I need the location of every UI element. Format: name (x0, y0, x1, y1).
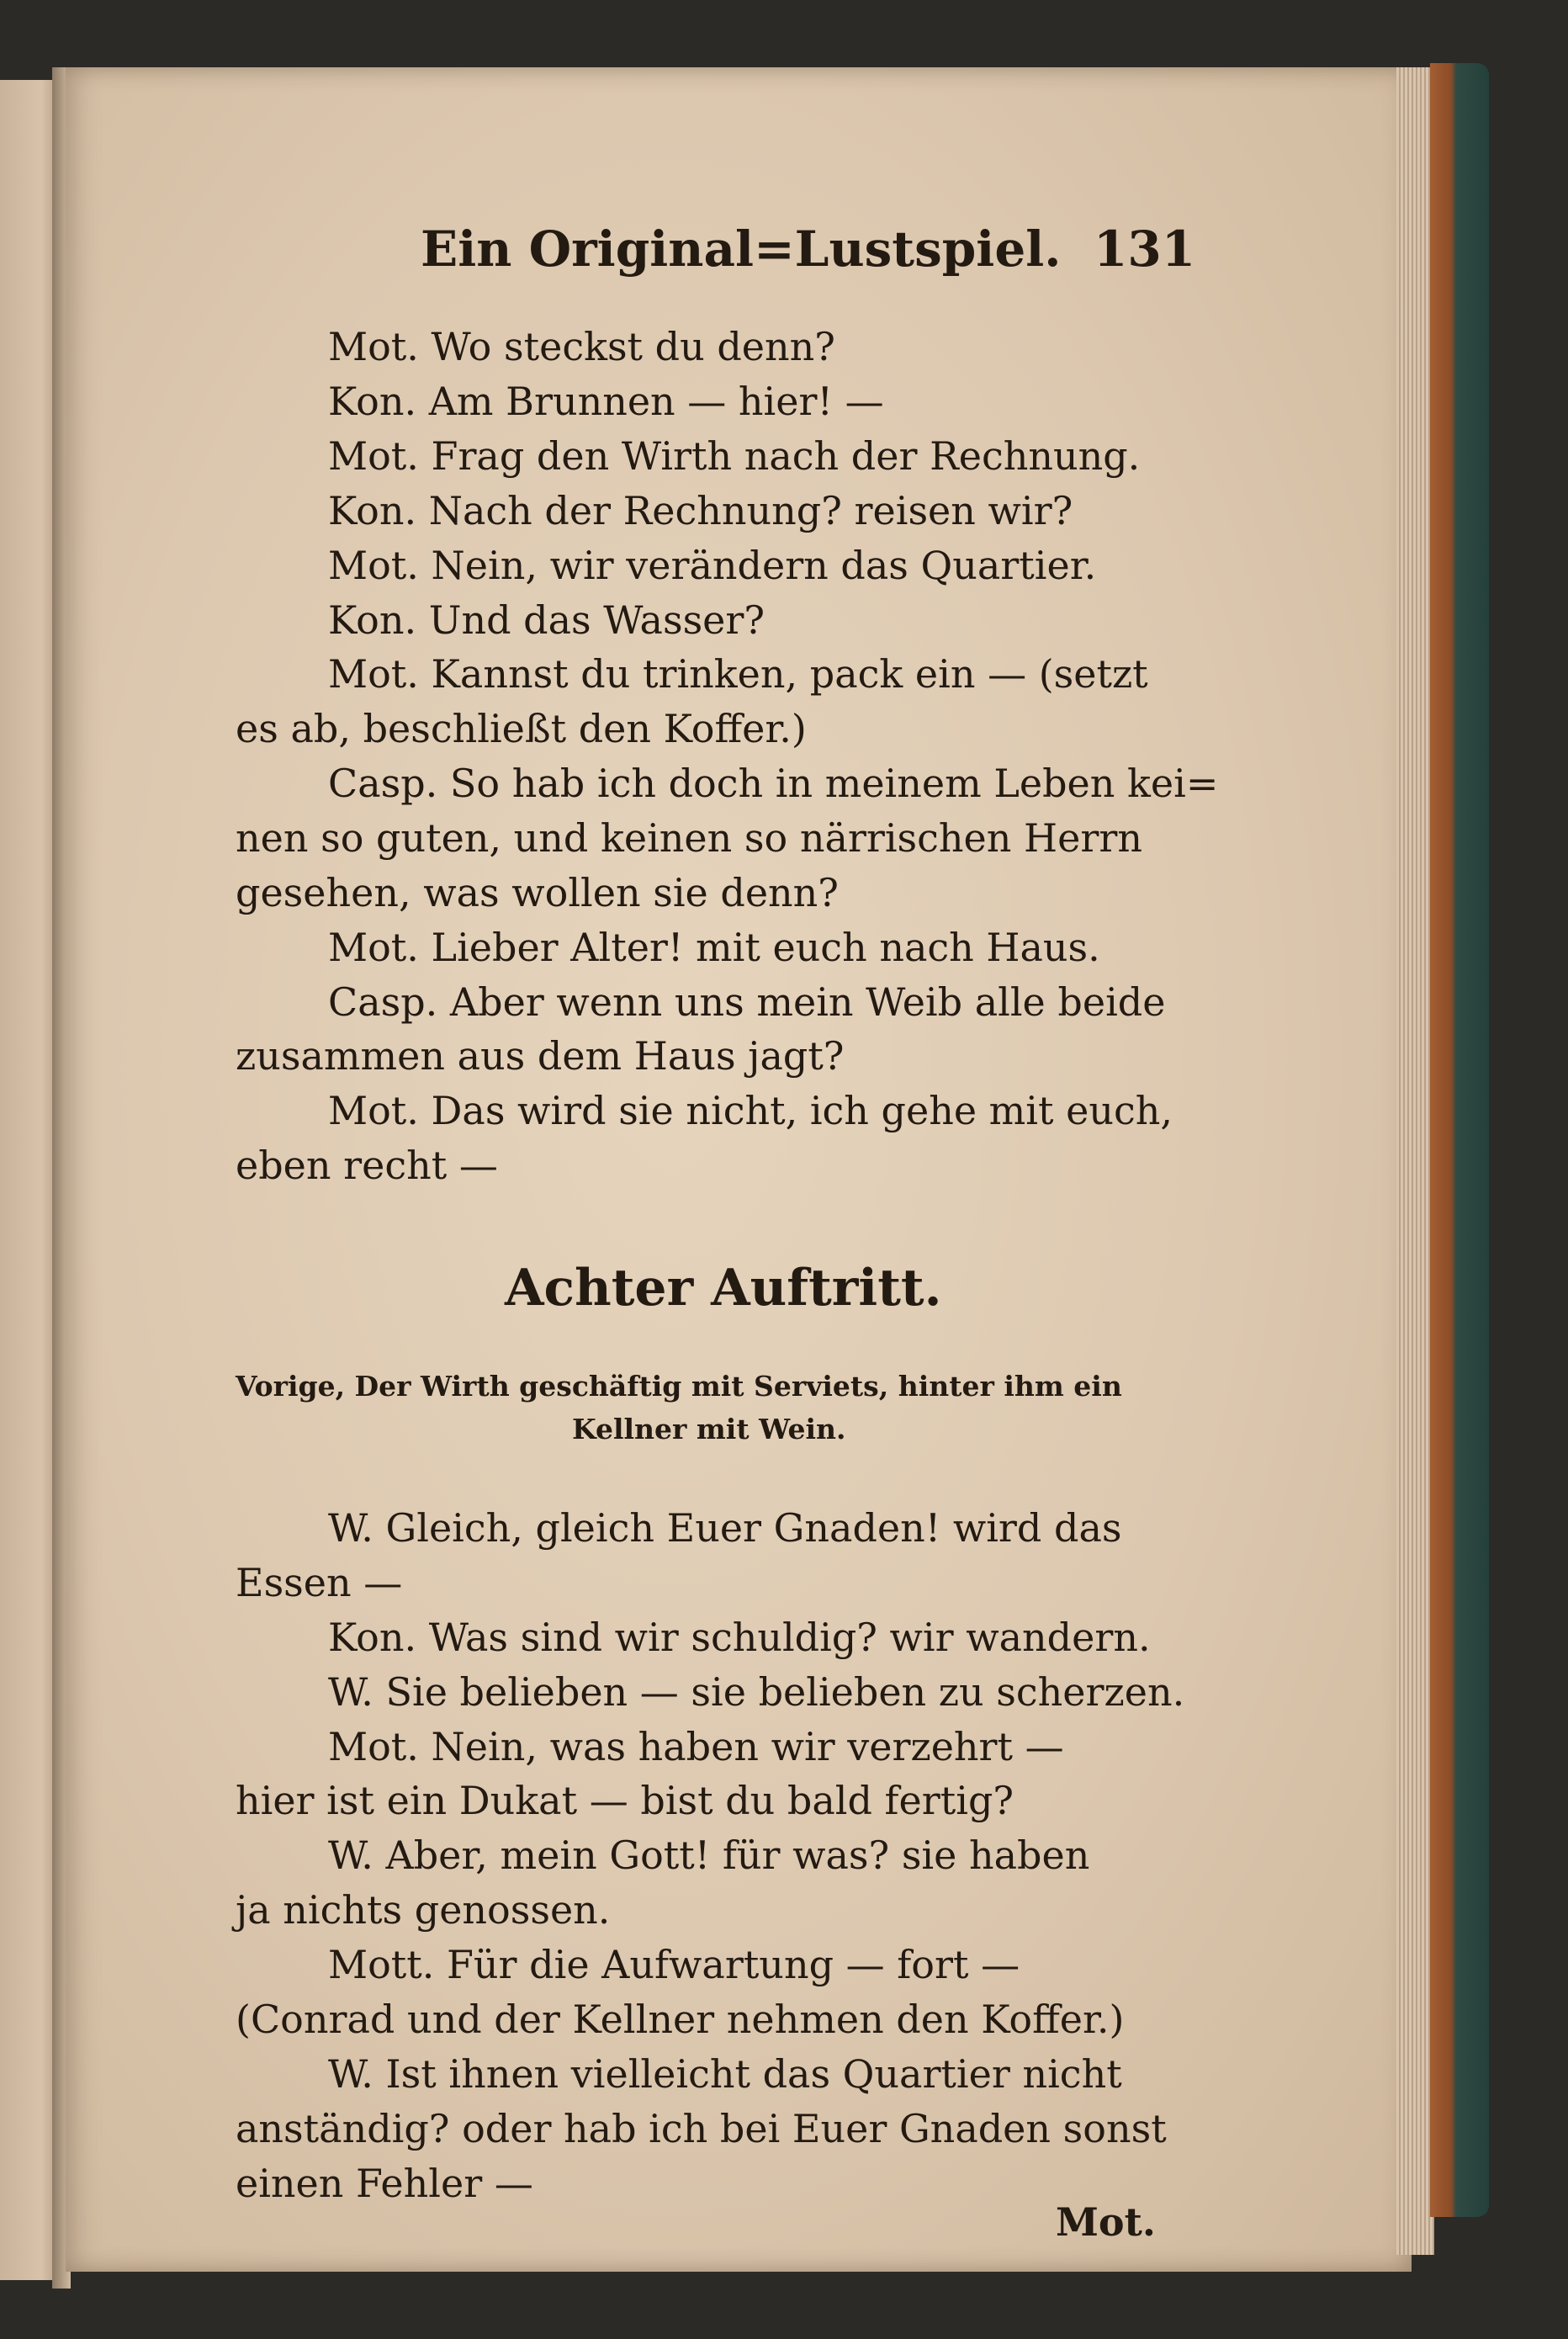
text-line: W. Ist ihnen vielleicht das Quartier nicht (328, 2051, 1122, 2097)
text-line: es ab, beschließt den Koffer.) (236, 706, 807, 751)
text-line: Mot. Kannst du trinken, pack ein — (setzt (328, 651, 1148, 697)
left-page-edge (0, 80, 59, 2280)
text-line: (Conrad und der Kellner nehmen den Koffer.) (236, 1997, 1125, 2042)
text-line: Kon. Was sind wir schuldig? wir wandern. (328, 1615, 1151, 1660)
text-line: einen Fehler — (236, 2161, 533, 2206)
book-cover (1430, 63, 1489, 2217)
page-edges (1396, 67, 1434, 2255)
text-line: Mot. Nein, wir verändern das Quartier. (328, 543, 1097, 588)
text-line: zusammen aus dem Haus jagt? (236, 1033, 845, 1079)
scene-heading: Achter Auftritt. (505, 1259, 942, 1318)
text-line: W. Gleich, gleich Euer Gnaden! wird das (328, 1505, 1122, 1551)
text-line: W. Aber, mein Gott! für was? sie haben (328, 1832, 1090, 1878)
text-line: eben recht — (236, 1143, 498, 1188)
page-number: 131 (1094, 220, 1196, 278)
text-line: ja nichts genossen. (236, 1887, 611, 1933)
text-line: gesehen, was wollen sie denn? (236, 870, 839, 915)
text-line: Kon. Nach der Rechnung? reisen wir? (328, 488, 1073, 533)
text-line: Mot. Wo steckst du denn? (328, 324, 835, 369)
text-line: Casp. Aber wenn uns mein Weib alle beide (328, 979, 1166, 1025)
text-line: Mot. Nein, was haben wir verzehrt — (328, 1724, 1064, 1769)
stage-direction-line: Kellner mit Wein. (572, 1413, 846, 1445)
text-line: Mot. Das wird sie nicht, ich gehe mit euch, (328, 1088, 1173, 1133)
text-line: Kon. Am Brunnen — hier! — (328, 379, 884, 424)
text-line: hier ist ein Dukat — bist du bald fertig? (236, 1778, 1014, 1823)
text-line: Casp. So hab ich doch in meinem Leben kei= (328, 761, 1219, 806)
text-line: Kon. Und das Wasser? (328, 597, 765, 643)
text-line: nen so guten, und keinen so närrischen Herrn (236, 815, 1142, 861)
text-line: Mot. Frag den Wirth nach der Rechnung. (328, 433, 1141, 479)
text-line: anständig? oder hab ich bei Euer Gnaden sonst (236, 2106, 1167, 2151)
catchword: Mot. (1056, 2199, 1156, 2245)
running-head: Ein Original=Lustspiel. (421, 220, 1062, 278)
stage-direction-line: Vorige, Der Wirth geschäftig mit Serviets, hinter ihm ein (236, 1370, 1122, 1403)
text-line: Mott. Für die Aufwartung — fort — (328, 1942, 1020, 1987)
text-line: Mot. Lieber Alter! mit euch nach Haus. (328, 925, 1100, 970)
text-line: W. Sie belieben — sie belieben zu scherzen. (328, 1669, 1185, 1715)
text-line: Essen — (236, 1560, 403, 1605)
